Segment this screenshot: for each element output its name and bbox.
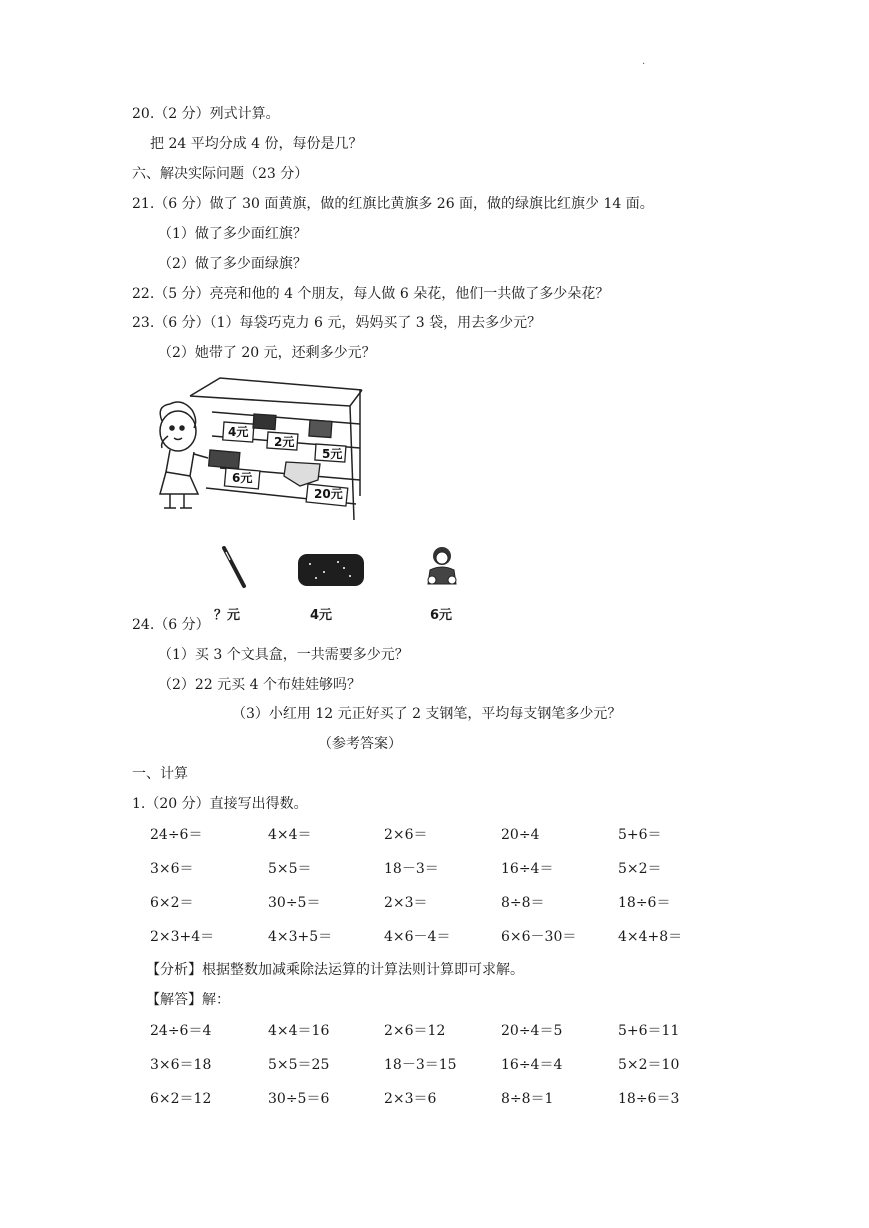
tag-2yuan: 2元	[274, 435, 295, 449]
pen-price: ？元	[214, 608, 241, 623]
q1-cell: 18÷6＝	[618, 895, 671, 911]
answer-cell: 5×2＝10	[618, 1057, 680, 1073]
q22-text: 22.（5 分）亮亮和他的 4 个朋友，每人做 6 朵花，他们一共做了多少朵花？	[132, 286, 610, 302]
answers-title: （参考答案）	[318, 736, 402, 752]
q1-cell: 18－3＝	[384, 861, 439, 877]
q1-cell: 2×3＝	[384, 895, 428, 911]
q1-cell: 6×6－30＝	[501, 929, 577, 945]
section-1-heading: 一、计算	[132, 766, 188, 782]
answer-cell: 6×2＝12	[150, 1091, 212, 1107]
q1-row	[150, 892, 750, 914]
q1-cell: 3×6＝	[150, 861, 194, 877]
q1-row	[150, 824, 750, 846]
solution-label: 【解答】解：	[146, 992, 230, 1008]
answer-cell: 2×3＝6	[384, 1091, 437, 1107]
pencil-case-price: 4元	[310, 608, 333, 623]
answer-row	[150, 1088, 750, 1110]
q1-cell: 5×2＝	[618, 861, 662, 877]
pen-image	[214, 546, 254, 590]
q23-title: 23.（6 分）（1）每袋巧克力 6 元，妈妈买了 3 袋，用去多少元？	[132, 315, 542, 331]
q1-cell: 4×3+5＝	[268, 929, 333, 945]
q1-cell: 5×5＝	[268, 861, 312, 877]
q21-title: 21.（6 分）做了 30 面黄旗，做的红旗比黄旗多 26 面，做的绿旗比红旗少 14 面。	[132, 196, 654, 212]
answer-cell: 18÷6＝3	[618, 1091, 680, 1107]
section-6-heading: 六、解决实际问题（23 分）	[132, 166, 309, 182]
tag-20yuan: 20元	[314, 487, 343, 501]
q24-sub3: （3）小红用 12 元正好买了 2 支钢笔，平均每支钢笔多少元？	[232, 706, 622, 722]
answer-cell: 3×6＝18	[150, 1057, 212, 1073]
answer-cell: 5×5＝25	[268, 1057, 330, 1073]
q24-sub1: （1）买 3 个文具盒，一共需要多少元？	[158, 647, 409, 663]
q1-cell: 8÷8＝	[501, 895, 545, 911]
answer-cell: 30÷5＝6	[268, 1091, 330, 1107]
q1-cell: 4×4＝	[268, 827, 312, 843]
q1-cell: 16÷4＝	[501, 861, 554, 877]
q24-sub2: （2）22 元买 4 个布娃娃够吗？	[158, 677, 361, 693]
doll-image	[422, 544, 462, 588]
q1-row	[150, 926, 750, 948]
answer-cell: 16÷4＝4	[501, 1057, 563, 1073]
q1-title: 1.（20 分）直接写出得数。	[132, 796, 308, 812]
q23-sub2: （2）她带了 20 元，还剩多少元？	[158, 345, 376, 361]
answer-cell: 20÷4＝5	[501, 1023, 563, 1039]
q1-row	[150, 858, 750, 880]
answer-cell: 2×6＝12	[384, 1023, 446, 1039]
tag-6yuan: 6元	[232, 471, 253, 485]
answer-cell: 4×4＝16	[268, 1023, 330, 1039]
q1-cell: 30÷5＝	[268, 895, 321, 911]
q1-cell: 2×6＝	[384, 827, 428, 843]
q24-title: 24.（6 分）	[132, 617, 210, 633]
q21-sub2: （2）做了多少面绿旗？	[158, 256, 307, 272]
answer-cell: 18－3＝15	[384, 1057, 457, 1073]
answer-cell: 5+6＝11	[618, 1023, 680, 1039]
q1-cell: 2×3+4＝	[150, 929, 215, 945]
answer-cell: 8÷8＝1	[501, 1091, 554, 1107]
q21-sub1: （1）做了多少面红旗？	[158, 226, 307, 242]
q1-cell: 24÷6＝	[150, 827, 203, 843]
tag-5yuan: 5元	[322, 447, 343, 461]
q1-cell: 6×2＝	[150, 895, 194, 911]
tag-4yuan: 4元	[228, 425, 249, 439]
answer-row	[150, 1054, 750, 1076]
q20-text: 把 24 平均分成 4 份，每份是几？	[150, 136, 363, 152]
analysis-text: 【分析】根据整数加减乘除法运算的计算法则计算即可求解。	[146, 962, 524, 978]
q1-cell: 4×4+8＝	[618, 929, 683, 945]
q20-title: 20.（2 分）列式计算。	[132, 106, 280, 122]
q1-cell: 20÷4	[501, 827, 540, 843]
header-mark: .	[642, 56, 646, 67]
q1-cell: 4×6－4＝	[384, 929, 451, 945]
answer-cell: 24÷6＝4	[150, 1023, 212, 1039]
store-counter-illustration	[150, 376, 364, 528]
q1-cell: 5+6＝	[618, 827, 662, 843]
answer-row	[150, 1020, 750, 1042]
pencil-case-image	[296, 552, 366, 588]
doll-price: 6元	[430, 608, 453, 623]
